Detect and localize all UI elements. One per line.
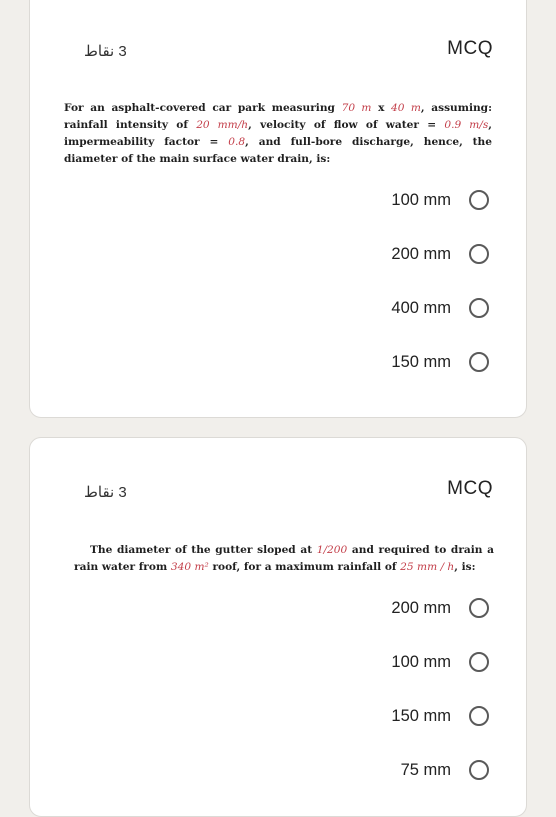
answer-option[interactable] [391, 349, 489, 375]
option-label: 75 mm [400, 760, 451, 779]
answer-option[interactable] [391, 649, 489, 675]
points-label: 3 نقاط [84, 484, 127, 501]
answer-option[interactable] [391, 187, 489, 213]
question-type: MCQ [447, 38, 493, 59]
question-card-2 [29, 437, 527, 817]
radio-button[interactable] [469, 190, 489, 210]
option-label: 200 mm [391, 598, 451, 617]
answer-option[interactable] [391, 703, 489, 729]
answer-option[interactable] [391, 241, 489, 267]
radio-button[interactable] [469, 598, 489, 618]
option-label: 150 mm [391, 706, 451, 725]
option-label: 150 mm [391, 352, 451, 371]
question-type: MCQ [447, 478, 493, 499]
points-label: 3 نقاط [84, 43, 127, 60]
radio-button[interactable] [469, 706, 489, 726]
option-label: 100 mm [391, 190, 451, 209]
option-label: 100 mm [391, 652, 451, 671]
question-text: For an asphalt-covered car park measuring 70 m x 40 m, assuming: rainfall intensity of 20 mm/h, velocity of flow of water = 0.9 m/s, impermeability factor = 0.8, and full-bore discharge, hence, the diameter of the main surface water drain, is: [64, 102, 492, 165]
question-text: The diameter of the gutter sloped at 1/200 and required to drain a rain water from 340 m² roof, for a maximum rainfall of 25 mm / h, is: [74, 544, 494, 573]
option-label: 200 mm [391, 244, 451, 263]
answer-option[interactable] [401, 757, 489, 783]
radio-button[interactable] [469, 760, 489, 780]
option-label: 400 mm [391, 298, 451, 317]
answer-option[interactable] [391, 295, 489, 321]
radio-button[interactable] [469, 298, 489, 318]
radio-button[interactable] [469, 244, 489, 264]
radio-button[interactable] [469, 352, 489, 372]
radio-button[interactable] [469, 652, 489, 672]
question-card-1 [29, 0, 527, 418]
answer-option[interactable] [391, 595, 489, 621]
